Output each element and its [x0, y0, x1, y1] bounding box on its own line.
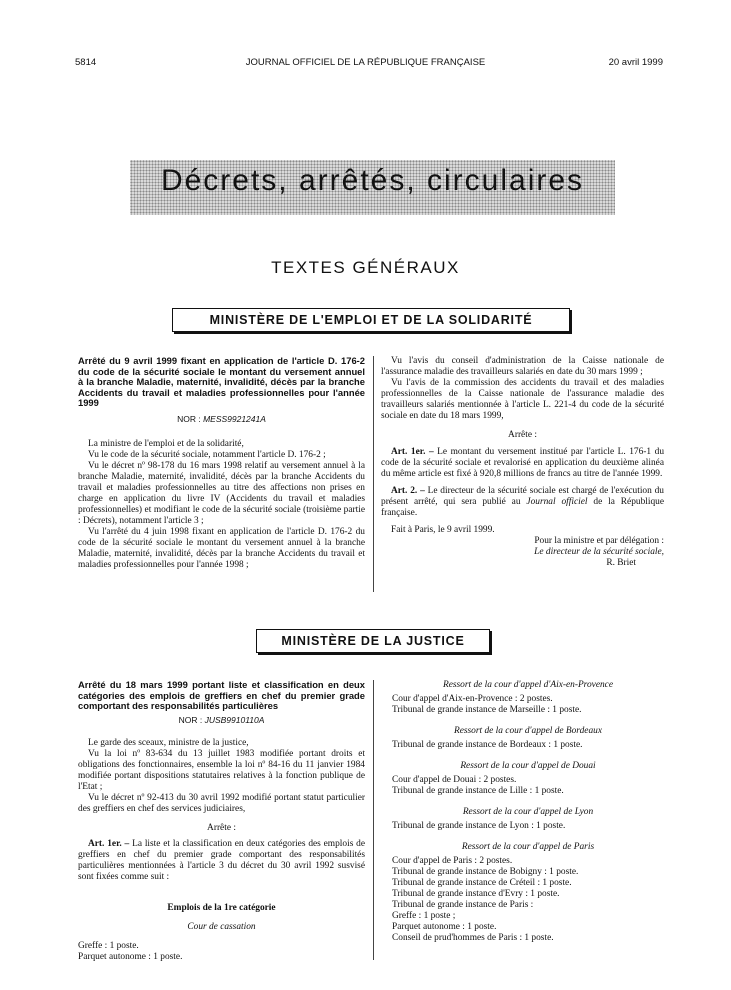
art1-label: Art. 1er. –: [391, 447, 434, 457]
art2-text-b: de la République française.: [381, 497, 665, 518]
arrete2-p2: Vu la loi nº 83-634 du 13 juillet 1983 modifiée portant droits et obligations des fonctionnaires, ensemble la loi nº 84-16 du 11 janvier 1984 modifiée portant dispositions statutaires relatives à la fonction publique de l'Etat ;: [78, 748, 365, 792]
nor-value: MESS9921241A: [203, 413, 266, 424]
journal-title: JOURNAL OFFICIEL DE LA RÉPUBLIQUE FRANÇAISE: [245, 57, 486, 68]
arrete1-fait: Fait à Paris, le 9 avril 1999.: [391, 525, 495, 535]
arrete1-p1: La ministre de l'emploi et de la solidarité,: [88, 438, 244, 449]
arrete1-p4: Vu l'arrêté du 4 juin 1998 fixant en application de l'article D. 176-2 du code de la sécurité sociale le montant du versement annuel à la branche Maladie, maternité, invalidité, décès par la branche Accidents du travail et maladies professionnelles pour l'année 1998 ;: [78, 526, 365, 570]
nor-label: NOR :: [178, 714, 203, 725]
arrete1-sig2: Le directeur de la sécurité sociale,: [534, 547, 664, 557]
column-divider: [373, 356, 374, 592]
ressort-line: Parquet autonome : 1 poste.: [392, 922, 497, 932]
ministry-justice-heading: [256, 629, 490, 653]
arrete2-right-column: [392, 680, 664, 944]
ressort-line: Cour d'appel de Paris : 2 postes.: [392, 856, 513, 866]
ressort-line: Cour d'appel de Douai : 2 postes.: [392, 775, 517, 785]
art2-journal: Journal officiel: [526, 497, 588, 507]
arrete1-right-column: [381, 356, 664, 569]
page-number: 5814: [75, 57, 97, 68]
ressort-title: Ressort de la cour d'appel de Douai: [460, 761, 596, 771]
art1-text: La liste et la classification en deux catégories des emplois de greffiers en chef du premier grade comportant des responsabilités particulières mentionnées à l'article 3 du décret du 30 avril 1992 susvisé sont fixées comme suit :: [78, 838, 366, 882]
ressort-line: Cour d'appel d'Aix-en-Provence : 2 postes.: [392, 694, 553, 704]
arrete2-art1: [78, 839, 365, 883]
arrete1-left-column: [78, 356, 365, 571]
cassation-line: Greffe : 1 poste.: [78, 940, 139, 951]
ressort-line: Tribunal de grande instance de Lyon : 1 poste.: [392, 821, 566, 831]
art1-text: Le montant du versement institué par l'article L. 176-1 du code de la sécurité sociale et revalorisé en application du deuxième alinéa du même article est fixé à 920,8 millions de francs au titre de l'année 1999.: [381, 447, 665, 479]
ressort-line: Greffe : 1 poste ;: [392, 911, 456, 921]
ressort-line: Tribunal de grande instance de Lille : 1 poste.: [392, 786, 564, 796]
arrete2-title: Arrêté du 18 mars 1999 portant liste et classification en deux catégories des emplois de greffiers en chef du premier grade comportant des responsabilités particulières: [78, 679, 365, 711]
ressort-line: Tribunal de grande instance de Créteil : 1 poste.: [392, 878, 572, 888]
art2-label: Art. 2. –: [391, 486, 425, 496]
ressort-line: Tribunal de grande instance de Paris :: [392, 900, 534, 910]
ministry-justice-title: MINISTÈRE DE LA JUSTICE: [281, 634, 465, 648]
arrete1-art1: [381, 447, 664, 480]
ressort-line: Tribunal de grande instance de Marseille : 1 poste.: [392, 705, 582, 715]
ressort-line: Tribunal de grande instance de Bobigny : 1 poste.: [392, 867, 579, 877]
ressort-line: Tribunal de grande instance d'Evry : 1 poste.: [392, 889, 560, 899]
arrete2-left-column: [78, 680, 365, 963]
arrete1-sig1: Pour la ministre et par délégation :: [534, 536, 664, 546]
cassation-title: Cour de cassation: [187, 921, 256, 932]
ministry-emploi-title: MINISTÈRE DE L'EMPLOI ET DE LA SOLIDARITÉ: [209, 313, 533, 327]
ressort-line: Tribunal de grande instance de Bordeaux : 1 poste.: [392, 740, 583, 750]
arrete1-p6: Vu l'avis de la commission des accidents du travail et des maladies professionnelles de la Caisse nationale de l'assurance maladie des travailleurs salariés mentionnée à l'article L. 221-4 du code de la sécurité sociale en date du 18 mars 1999,: [381, 378, 664, 421]
ressort-title: Ressort de la cour d'appel d'Aix-en-Provence: [442, 680, 613, 690]
arrete2-arrete-label: Arrête :: [207, 822, 236, 833]
header-date: 20 avril 1999: [608, 57, 663, 68]
arrete2-nor: [78, 715, 365, 726]
section-title: TEXTES GÉNÉRAUX: [271, 258, 460, 277]
arrete1-p5: Vu l'avis du conseil d'administration de la Caisse nationale de l'assurance maladie des travailleurs salariés en date du 30 mars 1999 ;: [381, 356, 664, 377]
arrete1-p2: Vu le code de la sécurité sociale, notamment l'article D. 176-2 ;: [88, 449, 326, 460]
arrete1-title: Arrêté du 9 avril 1999 fixant en application de l'article D. 176-2 du code de la sécurité sociale le montant du versement annuel à la branche Maladie, maternité, invalidité, décès par la branche Accidents du travail et maladies professionnelles pour l'année 1999: [78, 355, 365, 408]
arrete2-p3: Vu le décret nº 92-413 du 30 avril 1992 modifié portant statut particulier des greffiers en chef des services judiciaires,: [78, 792, 365, 814]
ressort-line: Conseil de prud'hommes de Paris : 1 poste.: [392, 933, 554, 943]
nor-label: NOR :: [177, 413, 201, 424]
category-heading: Emplois de la 1re catégorie: [167, 902, 276, 913]
cassation-line: Parquet autonome : 1 poste.: [78, 951, 183, 962]
arrete1-sig3: R. Briet: [606, 558, 636, 568]
ressort-title: Ressort de la cour d'appel de Lyon: [462, 807, 594, 817]
arrete1-p3: Vu le décret nº 98-178 du 16 mars 1998 relatif au versement annuel à la branche Maladie, maternité, invalidité, décès par la branche Accidents du travail et maladies professionnelles au titre des affections non prises en charge en application du livre IV (Accidents du travail et maladies professionnelles) et modifiant le code de la sécurité sociale (troisième partie : Décrets), notamment l'article 3 ;: [78, 460, 365, 526]
banner-title: Décrets, arrêtés, circulaires: [160, 164, 585, 197]
nor-value: JUSB9910110A: [204, 714, 265, 725]
arrete1-art2: [381, 486, 664, 519]
ressort-title: Ressort de la cour d'appel de Bordeaux: [454, 726, 602, 736]
column-divider: [373, 680, 374, 960]
arrete2-p1: Le garde des sceaux, ministre de la justice,: [88, 737, 249, 748]
ressort-title: Ressort de la cour d'appel de Paris: [461, 842, 595, 852]
category-banner: [130, 160, 615, 215]
ministry-emploi-heading: [172, 308, 570, 332]
art2-text-a: Le directeur de la sécurité sociale est chargé de l'exécution du présent arrêté, qui sera publié au: [381, 486, 664, 507]
art1-label: Art. 1er. –: [88, 838, 130, 849]
arrete1-nor: [78, 414, 365, 425]
arrete1-arrete-label: Arrête :: [508, 430, 537, 440]
